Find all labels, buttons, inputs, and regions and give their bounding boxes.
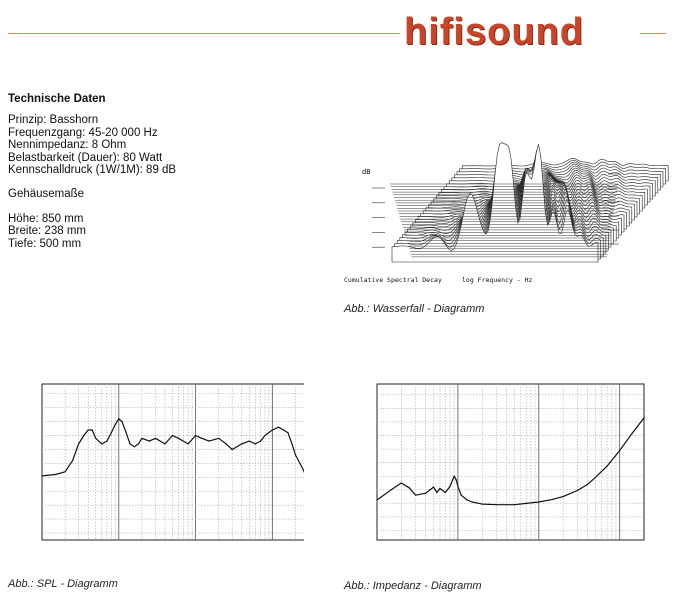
- spl-point: [278, 427, 279, 428]
- impedance-point: [482, 504, 483, 505]
- spl-point: [101, 443, 102, 444]
- spl-chart: [12, 372, 304, 568]
- impedance-point: [409, 487, 410, 488]
- spl-point: [83, 435, 84, 436]
- impedance-point: [496, 504, 497, 505]
- impedance-point: [445, 492, 446, 493]
- header-rule-right: [640, 33, 666, 34]
- spl-point: [249, 441, 250, 442]
- impedance-point: [552, 499, 553, 500]
- impedance-point: [425, 493, 426, 494]
- spl-point: [201, 438, 202, 439]
- spl-point: [218, 438, 219, 439]
- impedance-caption: Abb.: Impedanz - Diagramm: [344, 580, 482, 592]
- spl-point: [88, 429, 89, 430]
- dimension-width: Breite: 238 mm: [8, 225, 86, 238]
- spl-point: [302, 468, 303, 469]
- spl-point: [141, 438, 142, 439]
- spl-point: [138, 443, 139, 444]
- spl-point: [118, 418, 119, 419]
- spl-point: [178, 438, 179, 439]
- spl-point: [111, 432, 112, 433]
- waterfall-title: Cumulative Spectral Decay: [344, 276, 442, 284]
- impedance-point: [433, 487, 434, 488]
- impedance-point: [436, 492, 437, 493]
- spl-point: [78, 443, 79, 444]
- impedance-point: [563, 496, 564, 497]
- spl-point: [188, 443, 189, 444]
- spl-point: [232, 449, 233, 450]
- spl-point: [149, 441, 150, 442]
- impedance-point: [631, 434, 632, 435]
- spl-point: [164, 443, 165, 444]
- spl-point: [106, 441, 107, 442]
- spl-point: [295, 454, 296, 455]
- spl-point: [209, 441, 210, 442]
- spl-point: [264, 435, 265, 436]
- spl-point: [72, 460, 73, 461]
- spec-sheet: [8, 93, 176, 250]
- dimension-depth: Tiefe: 500 mm: [8, 237, 82, 250]
- spl-point: [272, 429, 273, 430]
- impedance-point: [538, 501, 539, 502]
- impedance-point: [607, 466, 608, 467]
- spl-point: [129, 443, 130, 444]
- impedance-point: [457, 486, 458, 487]
- spl-point: [65, 471, 66, 472]
- impedance-plot-frame: [377, 384, 644, 540]
- spl-point: [255, 443, 256, 444]
- waterfall-chart: [340, 88, 670, 288]
- specs-title: Technische Daten: [8, 93, 106, 105]
- spl-point: [260, 441, 261, 442]
- impedance-point: [587, 484, 588, 485]
- header-rule-left: [8, 33, 400, 34]
- impedance-point: [449, 486, 450, 487]
- spl-point: [95, 438, 96, 439]
- impedance-chart: [344, 372, 662, 568]
- spec-nominal-impedance: Nennimpedanz: 8 Ohm: [8, 139, 127, 152]
- spec-sensitivity: Kennschalldruck (1W/1M): 89 dB: [8, 164, 177, 177]
- impedance-point: [456, 479, 457, 480]
- housing-title: Gehäusemaße: [8, 188, 85, 201]
- brand-logo: hifisound: [404, 11, 584, 53]
- spec-frequency-response: Frequenzgang: 45-20 000 Hz: [8, 126, 158, 139]
- spl-point: [226, 443, 227, 444]
- spl-point: [155, 438, 156, 439]
- impedance-point: [467, 499, 468, 500]
- spl-caption: Abb.: SPL - Diagramm: [8, 578, 118, 590]
- impedance-point: [391, 489, 392, 490]
- spl-point: [41, 475, 42, 476]
- impedance-point: [415, 495, 416, 496]
- spl-point: [121, 421, 122, 422]
- spl-point: [55, 474, 56, 475]
- spl-point: [241, 443, 242, 444]
- impedance-point: [514, 504, 515, 505]
- spl-point: [92, 429, 93, 430]
- spl-point: [134, 446, 135, 447]
- impedance-point: [454, 476, 455, 477]
- impedance-point: [595, 477, 596, 478]
- impedance-point: [643, 417, 644, 418]
- spl-point: [115, 424, 116, 425]
- impedance-point: [526, 503, 527, 504]
- impedance-point: [376, 499, 377, 500]
- impedance-point: [472, 501, 473, 502]
- impedance-point: [401, 482, 402, 483]
- waterfall-y-ticks: [372, 188, 385, 247]
- impedance-point: [577, 490, 578, 491]
- waterfall-db-label: dB: [362, 168, 371, 176]
- spl-point: [283, 429, 284, 430]
- dimension-height: Höhe: 850 mm: [8, 212, 84, 225]
- spl-point: [195, 435, 196, 436]
- spl-point: [287, 432, 288, 433]
- spl-point: [126, 432, 127, 433]
- spl-point: [172, 435, 173, 436]
- spl-point: [291, 443, 292, 444]
- waterfall-slices: [392, 143, 668, 263]
- impedance-point: [439, 488, 440, 489]
- impedance-point: [461, 495, 462, 496]
- waterfall-caption: Abb.: Wasserfall - Diagramm: [344, 303, 485, 315]
- waterfall-x-label: log Frequency - Hz: [462, 276, 533, 284]
- spec-principle: Prinzip: Basshorn: [8, 114, 99, 127]
- impedance-point: [619, 450, 620, 451]
- spec-power-handling: Belastbarkeit (Dauer): 80 Watt: [8, 151, 163, 164]
